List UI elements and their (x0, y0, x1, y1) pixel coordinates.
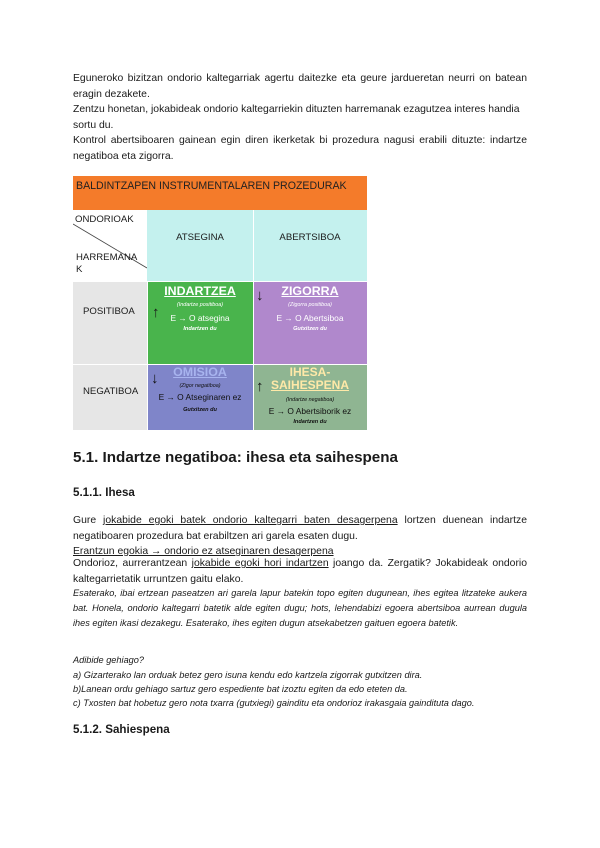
corner-label-relations: HARREMANA (76, 252, 138, 263)
table-corner-cell (73, 210, 147, 281)
intro-paragraph-3: Kontrol abertsiboaren gainean egin diren ikerketak bi prozedura nagusi erabili dituzte: indartze negatiboa eta zigorra. (73, 135, 527, 162)
cell-escape-avoidance (253, 364, 367, 430)
col-header-pleasant (147, 210, 253, 281)
cell-formula: E → O atsegina (170, 313, 230, 323)
arrow-up-icon: ↑ (256, 378, 264, 395)
table-header: BALDINTZAPEN INSTRUMENTALAREN PROZEDURAK (73, 176, 367, 210)
cell-formula: E → O Abertsiborik ez (268, 406, 352, 416)
text-run: joango da. Zergatik? Jokabideak ondorio kaltegarrietatik urruntzen gaitu elako. (73, 558, 528, 585)
cell-title: ZIGORRA (281, 284, 339, 298)
corner-label-consequences: ONDORIOAK (75, 214, 134, 225)
text-run: Gure (73, 515, 104, 526)
text-run-underlined: jokabide egoki batek ondorio kaltegarri baten desagerpena (103, 515, 398, 526)
cell-formula: E → O Abertsiboa (276, 313, 344, 323)
escape-paragraph-1 (73, 513, 527, 544)
text-run: Ondorioz, aurrerantzean (73, 558, 192, 569)
col-header-pleasant-label: ATSEGINA (176, 232, 224, 243)
intro-paragraph-1: Eguneroko bizitzan ondorio kaltegarriak agertu daitezke eta geure jardueretan neurri on batean eragin dezakete. (73, 73, 527, 100)
grid-line (253, 210, 254, 430)
cell-subtitle: (Zigor negatiboa) (179, 383, 221, 389)
escape-paragraph-3 (73, 556, 527, 587)
more-example-a: a) Gizarterako lan orduak betez gero isuna kendu edo kartzela zigorrak gutxitzen dira. (73, 670, 423, 680)
cell-effect: Gutxitzen du (183, 407, 217, 413)
subsection-title-escape: 5.1.1. Ihesa (73, 486, 135, 499)
cell-subtitle: (Zigorra positiboa) (288, 302, 332, 308)
grid-line (73, 281, 367, 282)
cell-title: IHESA- (289, 365, 331, 379)
row-header-negative-label: NEGATIBOA (83, 386, 139, 397)
cell-formula: E → O Atseginaren ez (158, 392, 242, 402)
escape-paragraph-2: Erantzun egokia → ondorio ez atseginaren desagerpena (73, 546, 334, 557)
row-header-positive (73, 281, 147, 364)
cell-title: OMISIOA (173, 365, 227, 379)
cell-effect: Indartzen du (183, 326, 217, 332)
arrow-down-icon: ↓ (151, 370, 159, 387)
arrow-up-icon: ↑ (152, 304, 160, 321)
cell-omission (147, 364, 253, 430)
cell-title: INDARTZEA (164, 284, 236, 298)
more-example-c: c) Txosten bat hobetuz gero nota txarra (gutxiegi) gainditu eta ondorioz irakasgaia gaindituta dago. (73, 698, 475, 708)
row-header-positive-label: POSITIBOA (83, 306, 135, 317)
cell-title-2: SAIHESPENA (270, 378, 350, 392)
cell-effect: Gutxitzen du (293, 326, 327, 332)
corner-label-relations-end: K (76, 264, 83, 275)
text-run-underlined: jokabide egoki hori indartzen (191, 558, 329, 569)
arrow-down-icon: ↓ (256, 287, 264, 304)
col-header-aversive (253, 210, 367, 281)
cell-reinforcement (147, 281, 253, 364)
grid-line (147, 281, 148, 430)
row-header-negative (73, 364, 147, 430)
cell-punishment (253, 281, 367, 364)
col-header-aversive-label: ABERTSIBOA (279, 232, 341, 243)
grid-line (73, 364, 367, 365)
more-example-b: b)Lanean ordu gehiago sartuz gero espediente bat izoztu egiten da edo eteten da. (73, 684, 408, 694)
subsection-title-avoidance: 5.1.2. Sahiespena (73, 723, 170, 736)
cell-subtitle: (Indartze positiboa) (176, 302, 224, 308)
section-title: 5.1. Indartze negatiboa: ihesa eta saihespena (73, 449, 398, 466)
intro-paragraph-2: Zentzu honetan, jokabideak ondorio kaltegarriekin dituzten harremanak ezagutzea interes handia sortu du. (73, 104, 520, 131)
escape-example: Esaterako, ibai ertzean paseatzen ari garela lapur batekin topo egiten dugunean, ihes egitea litzateke aukera bat. Honela, ondorio kaltegarri batetik alde egiten dugu; hots, lehendabizi egoera abertsiboa aurrean dugula ihes egiten ikasi dezakegu. Esaterako, ihes egiten dugun atsekabetzen gaituen egoera batetik. (73, 588, 527, 629)
cell-effect: Indartzen du (293, 419, 327, 425)
cell-subtitle: (Indartze negatiboa) (285, 397, 335, 403)
text-run: lortzen duenean indartze negatiboaren prozedura bat erabiltzen ari garela esaten dugu. (73, 515, 527, 542)
more-examples-title: Adibide gehiago? (73, 655, 145, 665)
